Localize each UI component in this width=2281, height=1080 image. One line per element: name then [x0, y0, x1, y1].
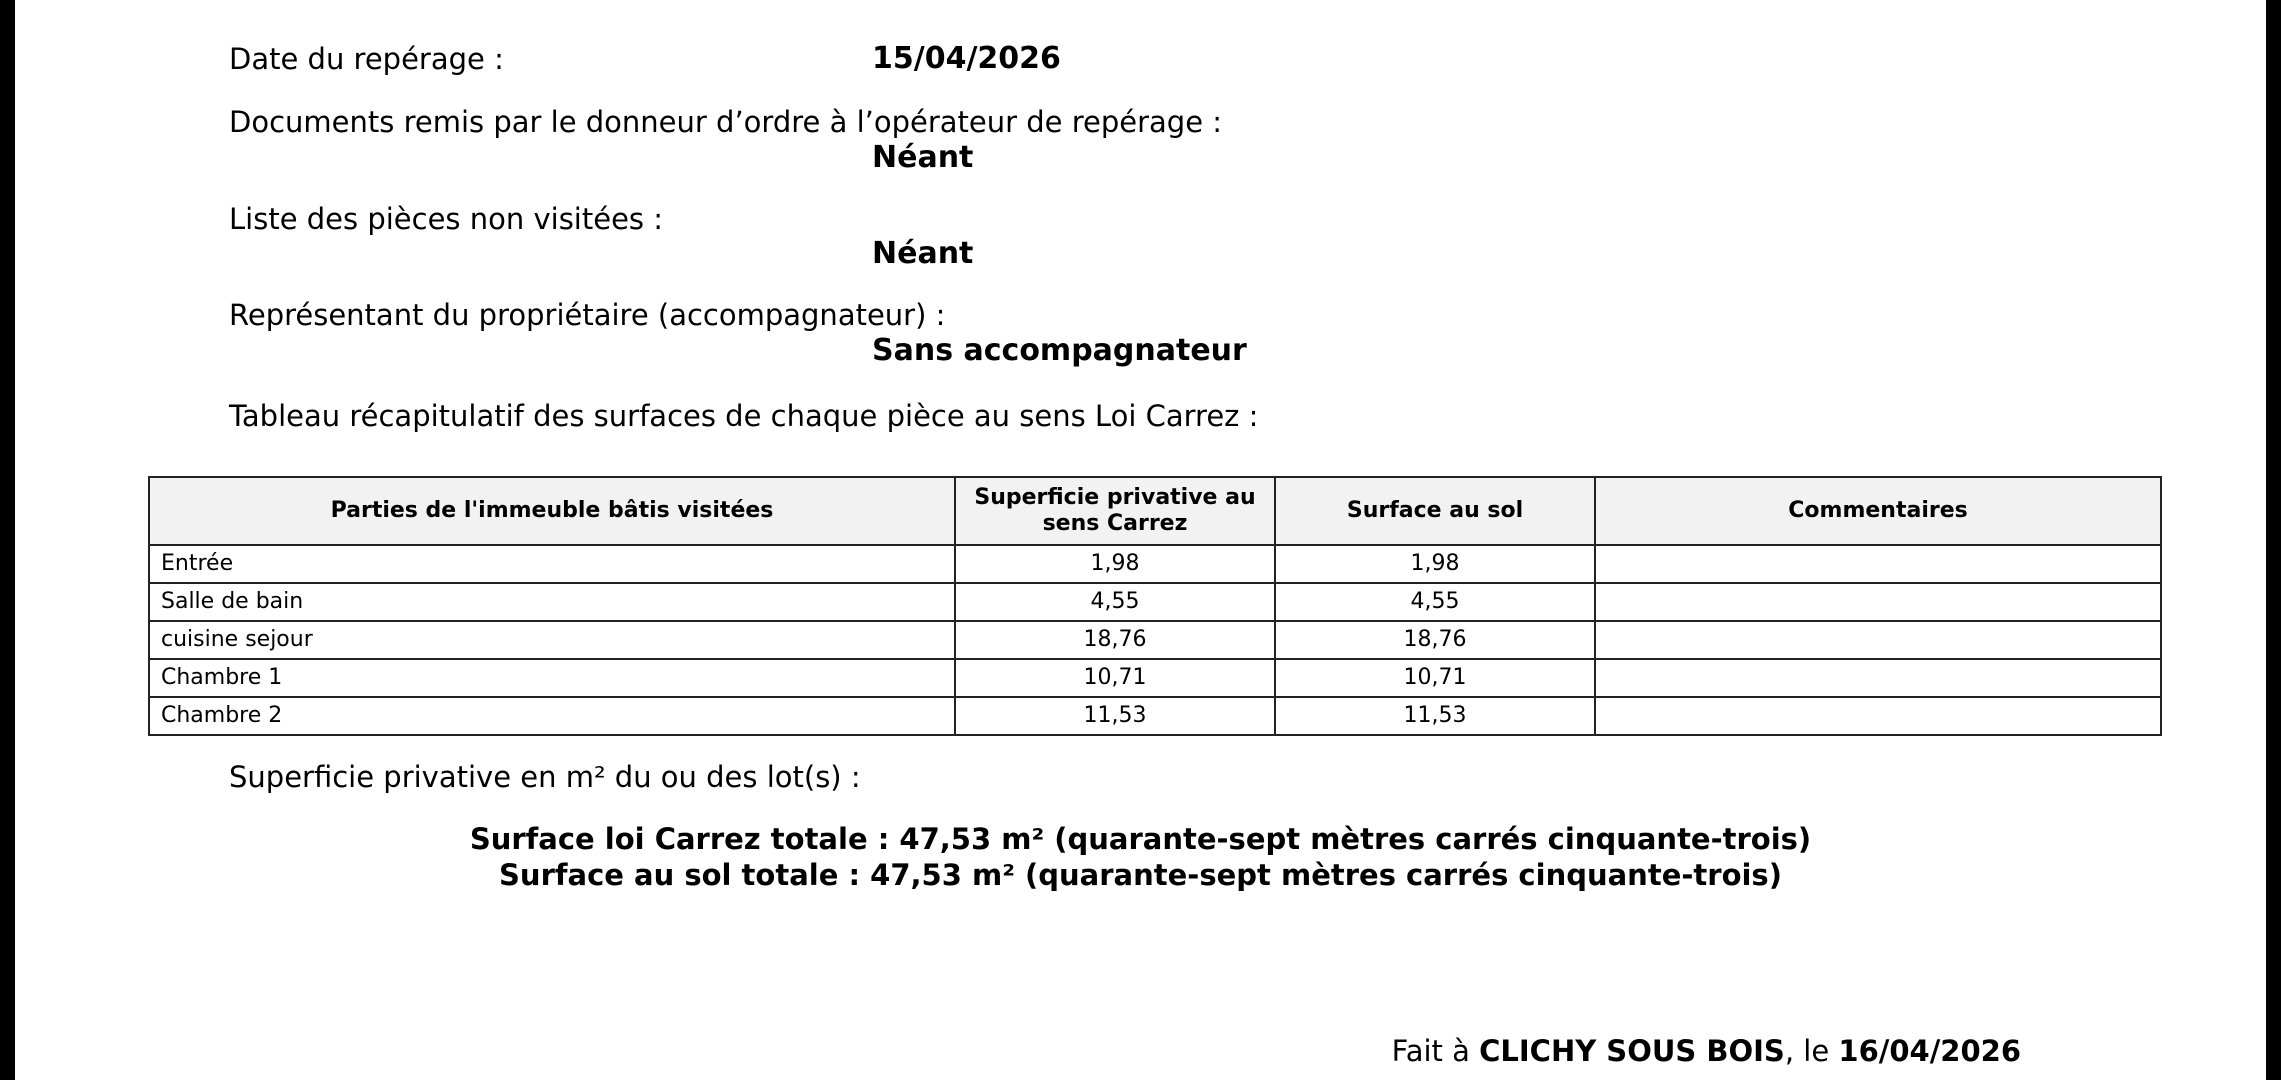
cell-carrez: 1,98 — [955, 545, 1275, 583]
cell-carrez: 18,76 — [955, 621, 1275, 659]
signature-middle: , le — [1784, 1034, 1839, 1068]
carrez-total: Surface loi Carrez totale : 47,53 m² (quarante-sept mètres carrés cinquante-trois) — [469, 822, 1812, 856]
cell-sol: 1,98 — [1275, 545, 1595, 583]
header-parties: Parties de l'immeuble bâtis visitées — [149, 477, 955, 545]
header-commentaires: Commentaires — [1595, 477, 2161, 545]
header-carrez: Superficie privative au sens Carrez — [955, 477, 1275, 545]
surfaces-table — [148, 476, 2162, 736]
pieces-value: Néant — [872, 236, 974, 271]
cell-piece: Entrée — [149, 545, 955, 583]
pieces-label: Liste des pièces non visitées : — [229, 202, 664, 236]
table-row — [149, 545, 2161, 583]
cell-sol: 10,71 — [1275, 659, 1595, 697]
header-sol: Surface au sol — [1275, 477, 1595, 545]
cell-carrez: 11,53 — [955, 697, 1275, 735]
cell-carrez: 10,71 — [955, 659, 1275, 697]
signature-line — [1392, 1034, 2021, 1068]
cell-sol: 18,76 — [1275, 621, 1595, 659]
cell-commentaire — [1595, 545, 2161, 583]
cell-carrez: 4,55 — [955, 583, 1275, 621]
table-row — [149, 583, 2161, 621]
table-row — [149, 621, 2161, 659]
cell-piece: Chambre 1 — [149, 659, 955, 697]
document-page — [15, 0, 2266, 1080]
sol-total: Surface au sol totale : 47,53 m² (quarante-sept mètres carrés cinquante-trois) — [499, 858, 1782, 892]
signature-city: CLICHY SOUS BOIS — [1479, 1034, 1785, 1068]
cell-commentaire — [1595, 697, 2161, 735]
cell-sol: 11,53 — [1275, 697, 1595, 735]
cell-piece: Salle de bain — [149, 583, 955, 621]
cell-commentaire — [1595, 583, 2161, 621]
table-row — [149, 697, 2161, 735]
cell-commentaire — [1595, 621, 2161, 659]
cell-commentaire — [1595, 659, 2161, 697]
documents-value: Néant — [872, 140, 974, 175]
representant-value: Sans accompagnateur — [872, 333, 1247, 368]
cell-sol: 4,55 — [1275, 583, 1595, 621]
cell-piece: cuisine sejour — [149, 621, 955, 659]
date-label: Date du repérage : — [229, 42, 504, 76]
superficie-label: Superficie privative en m² du ou des lot(s) : — [229, 760, 861, 794]
documents-label: Documents remis par le donneur d’ordre à l’opérateur de repérage : — [229, 105, 1223, 139]
representant-label: Représentant du propriétaire (accompagnateur) : — [229, 298, 946, 332]
signature-prefix: Fait à — [1391, 1034, 1480, 1068]
tableau-label: Tableau récapitulatif des surfaces de chaque pièce au sens Loi Carrez : — [229, 399, 1259, 433]
table-row — [149, 659, 2161, 697]
table-header-row — [149, 477, 2161, 545]
signature-date: 16/04/2026 — [1838, 1034, 2021, 1068]
date-value: 15/04/2026 — [872, 41, 1061, 76]
cell-piece: Chambre 2 — [149, 697, 955, 735]
